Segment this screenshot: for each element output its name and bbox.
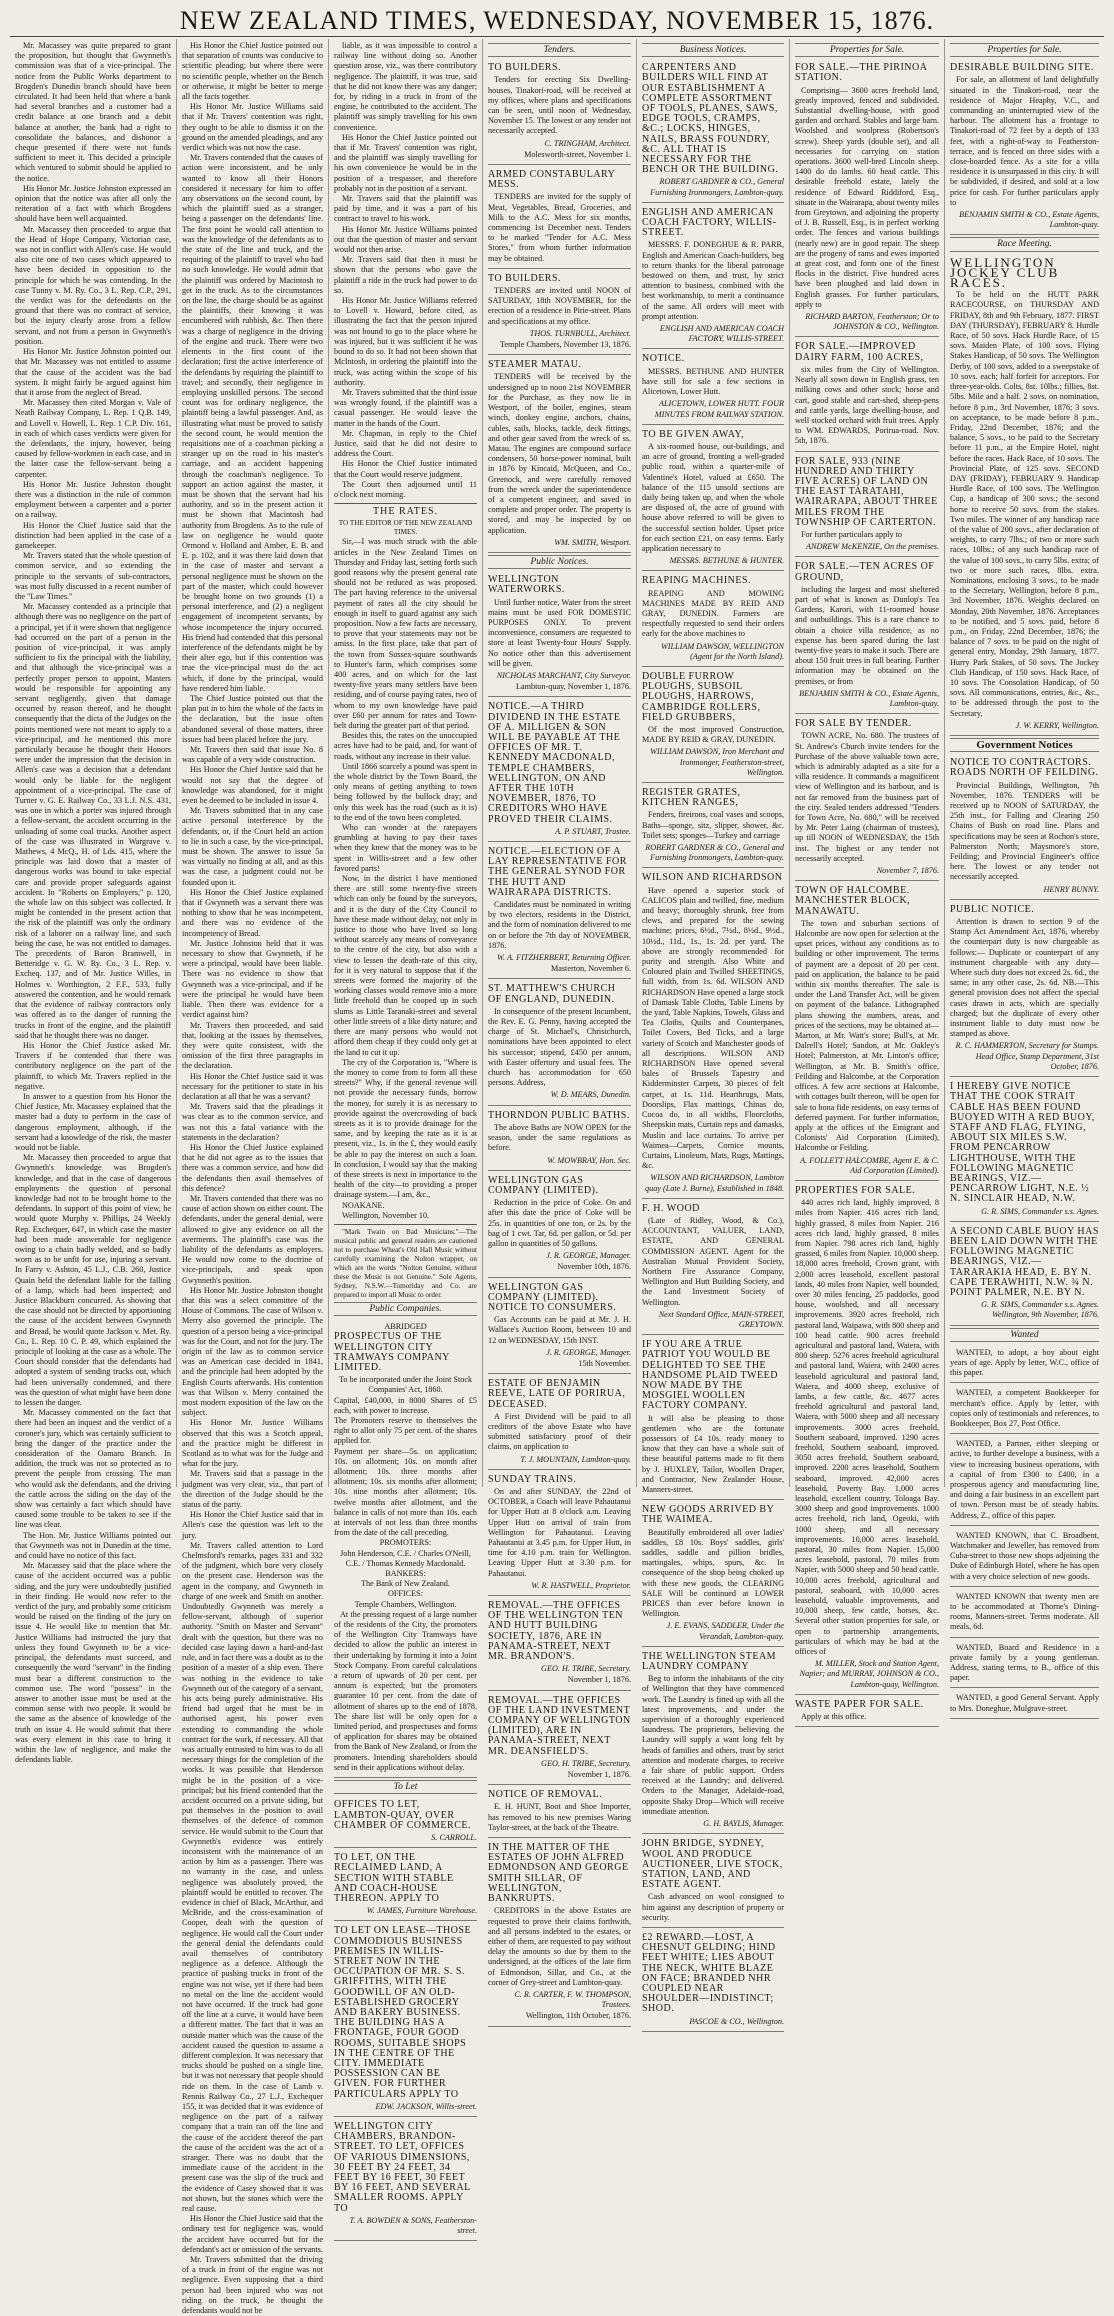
race-meeting-header: Race Meeting. [950,237,1099,251]
ad-body: six miles from the City of Wellington. Nearly all sown down in English grass, ten milking cows and other stock; horse and cart, good stable and cart-shed, sheep-pens and cattle yards, large dwelling-house, and well stocked orchard with fruit trees. Apply to WM. EDWARDS, Porirua-road. Nov. 5th, 1876. [795,364,939,446]
ad-title: WILSON AND RICHARDSON [642,872,783,884]
article-paragraph: The Hon. Mr. Justice Williams pointed out that Gwynneth was not in Dunedin at the time, and could have no notice of this fact. [15,1530,171,1561]
article-paragraph: His Honor the Chief Justice explained that he did not agree as to the issues that there was a common service, and how did the defendants then avail themselves of this defence? [182,1142,323,1193]
columns [10,39,1104,2316]
ad-title: THORNDON PUBLIC BATHS. [488,1109,630,1121]
ad-body: TOWN ACRE, No. 680. The trustees of St. Andrew's Church invite tenders for the Purchase of the above valuable town acre, which is admirably adapted as a site for a villa residence. It commands a magnificent view of Wellington and its harbour, and is not far removed from the business part of the city. Sealed tenders addressed "Tenders for Town Acre, No. 680," will be received by Mr. Peter Laing (chairman of trustees), up till NOON of WEDNESDAY, the 15th inst. The highest or any tender not necessarily accepted. [795,731,939,863]
article-paragraph: In answer to a question from his Honor the Chief Justice, Mr. Macassey explained that the master had a duty to perform in the case of dangerous employment, although, if the servant had a knowledge of the risk, the master would not be liable. [15,1091,171,1152]
prospectus-ad [334,1319,477,1778]
ad-title: NOTICE TO CONTRACTORS. ROADS NORTH OF FEILDING. [950,757,1099,779]
ad-title: TO BE GIVEN AWAY, [642,428,744,440]
article-paragraph: liable, as it was impossible to control a railway line without doing so. Another question arose, viz., was there contributory negligence. The plaintiff, it was true, said that he did not know there was any danger; for, by riding in a truck in front of the engine, he contributed to the accident. The plaintiff was simply travelling for his own convenience. [334,41,477,132]
ad-signature: NICHOLAS MARCHANT, City Surveyor. [496,670,631,680]
properties-header-2: Properties for Sale. [950,43,1099,57]
wanted-text: WANTED KNOWN, that C. Broadbent, Watchmaker and Jeweller, has removed from Cuba-street to those new shops adjoining the Duke of Edinburgh Hotel, where he has open with a very choice selection of new goods. [950,1530,1099,1581]
ad-body: Gas Accounts can be paid at Mr. J. H. Wallace's Auction Room, between 10 and 12 on WEDNESDAY, 15th INST. [488,1315,631,1345]
ad-title: TO BUILDERS. [488,62,562,74]
public-notices-header: Public Notices. [488,555,631,569]
ad-signature: T. A. BOWDEN & SONS, Featherston-street. [349,2215,477,2236]
ad-title: I HEREBY GIVE NOTICE THAT THE COOK STRAIT CABLE HAS BEEN FOUND BUOYED WITH A RED BUOY, STAFF AND FLAG, FLYING, ABOUT SIX MILES S.W. FROM PENCARROW LIGHTHOUSE, WITH THE FOLLOWING MAGNETIC BEARINGS, VIZ.— PENCARROW LIGHT, N.E. ½ N. SINCLAIR HEAD, N.W. [950,1081,1095,1205]
article-paragraph: Until 1866 scarcely a pound was spent in the whole district by the Town Board, the only means of getting anything to town being followed by the bullock dray; and only this week has the road (such as it is) to the end of the town been completed. [334,761,477,822]
ad-signature: ENGLISH AND AMERICAN COACH FACTORY, WILLIS-STREET. [659,324,784,344]
prospectus-capital: Capital, £40,000, in 8000 Shares of £5 each, with power to increase. [334,1395,477,1415]
advertisement [488,572,631,697]
ad-body: (Late of Ridley, Wood, & Co.), ACCOUNTANT, VALUER, LAND, ESTATE, AND GENERAL COMMISSION AGENT. Agent for the Australian Mutual Provident Society, Northern Fire Assurance Company, Wellington and Hutt Building Society, and the Land Investment Society of Wellington. [642,1215,784,1307]
advertisement [488,1376,631,1470]
article-paragraph: His Honor the Chief Justice intimated that the Court would reserve judgment. [334,459,477,479]
mark-twain-notice: "Mark Twain on Bad Musicians."—The musical public and general readers are cautioned not to purchase Wheat's Old Hall Music without carefully examining the Nolton wrapper, on which are the words "Nolton Genuine, without these the Music is not Genuine." Sole Agents, Sydney, N.S.W.—Tomoriday and Co. are prepared to import all Music to order. [334,1227,477,1299]
wanted-text: WANTED, a Partner, either sleeping or active, to further develope a business, with a view to increasing business operations, with a capital of from £300 to £400, in a prosperous agency and manufacturing line, and doing a fair business in an excellent part of town. Person must be of steady habits. Address, Z., office of this paper. [950,1439,1099,1520]
ad-title: DESIRABLE BUILDING SITE. [950,62,1094,74]
advertisement [488,1787,631,1838]
article-paragraph: His Honor Mr. Justice Johnston pointed out that Mr. Macassey was not entitled to assume that the cause of the accident was the bad system. It might fairly be argued against him that it arose from the neglect of Bread. [15,347,171,397]
article-paragraph: Mr. Macassey commented on the fact that there had been an inquest and the verdict of a coroner's jury, which was certainly sufficient to bring the danger of the practice under the consideration of the Oamaru Branch. In addition, the truck was not so protected as to prevent the people from crossing. The man who would ask the defendants, and the driving the cattle across the siding on the day of the show was certainly a fact which should have caused some trouble to be taken to see if the line was clear. [15,1408,171,1530]
article-paragraph: Mr. Macassey then proceeded to argue that the Head of Hope Company, Victorian case, was not in conflict with Allen's case. He would also cite one of two cases which appeared to have been decided in opposition to the principle for which he was contending. In the case Tunny v. M. Ry. Co., 3 L. Rep. C.P., 291, the verdict was for the defendants on the ground that there was no contract of service, but the injury clearly arose from a fellow servant, and not from a person in Gwynneth's position. [15,224,171,346]
advertisement [950,755,1099,900]
ad-body: MESSRS. BETHUNE AND HUNTER have still for sale a few sections in Alicetown, Lower Hutt. [642,366,784,397]
ad-signature: W. A. FITZHERBERT, Returning Officer. [496,953,631,963]
ad-title: FOR SALE, 933 (NINE HUNDRED AND THIRTY FIVE ACRES) OF LAND ON THE EAST TARATAHI, WAIRARAPA, ABOUT THREE MILES FROM THE TOWNSHIP OF CARTERTON. [795,455,938,528]
ad-title: FOR SALE.—IMPROVED DAIRY FARM, 100 ACRES, [795,341,924,363]
advertisement [642,1836,784,1928]
prospectus-offices-title: OFFICES: [387,1589,424,1599]
ad-signature: WM. SMITH, Westport. [554,537,631,547]
prospectus-bankers-title: BANKERS: [385,1569,426,1579]
ad-signature: THOS. TURNBULL, Architect. [529,328,631,338]
ad-title: NOTICE. [642,353,685,365]
ad-signature: GEO. H. TRIBE, Secretary. [541,1758,631,1768]
ad-body: TENDERS will be received by the undersigned up to noon 21st NOVEMBER for the Purchase, as they now lie in Westport, of the boiler, engines, steam winch, donkey engine, anchors, chains, cables, sails, blocks, tackle, deck fittings, and other gear saved from the wreck of ss. Matau. The engines are compound surface condensers, 50 horse-power nominal, built in 1876 by Kincaid, McQueen, and Co., Greenock, and were carefully removed from the wreck under the superintendence of a competent engineer, and saved in complete and proper order. The property is stored, and may be inspected by on application. [488,372,631,535]
ad-title: PROPERTIES FOR SALE. [795,1184,916,1196]
article-paragraph: Wellington, November 10. [342,1210,430,1220]
column-5 [637,39,790,2026]
article-paragraph: His Honor Mr. Justice Williams referred to Lovell v. Howard, before cited, as illustrating the fact that the person injured was not bound to go to the place where he was injured, but it was sufficient if he was bound to do so. It had not been shown that McIntosh, in ordering the plaintiff into the truck, was acting within the scope of his authority. [334,296,477,387]
advertisement [642,669,784,783]
race-signature: J. W. KERRY, Wellington. [1015,720,1099,730]
ad-signature: A. P. STUART, Trustee. [555,826,631,836]
ad-title: WASTE PAPER FOR SALE. [795,1698,924,1710]
divider [334,503,477,504]
advertisement [795,339,939,451]
race-ad [950,255,1099,736]
advertisement [488,167,631,269]
article-paragraph: Mr. Travers then proceeded, and said that, looking at the issues by themselves, they were quite consistent, with the omission of the first three paragraphs in the declaration. [182,1020,323,1071]
prospectus-promoter-names: John Henderson, C.E. / Charles O'Neill, C.E. / Thomas Kennedy Macdonald. [340,1548,471,1568]
ad-title: PUBLIC NOTICE. [950,903,1035,915]
prospectus-offices: Temple Chambers, Wellington. [354,1599,457,1609]
ad-title: REMOVAL.—THE OFFICES OF THE WELLINGTON TEN AND HUTT BUILDING SOCIETY, 1876, ARE IN PANAMA-STREET, NEXT MR. BRANDON'S. [488,1600,624,1663]
article-paragraph: Mr. Travers then said that issue No. 8 was capable of a very wide construction. [182,745,323,765]
ad-body: Attention is drawn to section 9 of the Stamp Act Amendment Act, 1876, whereby the counterpart duty is now chargeable as follows:— Duplicate or counterpart of any instrument chargeable with any duty— Where such duty does not exceed 2s. 6d., the same; in any other case, 2s. 6d. NB.—This general provision does not affect the special cases drawn in acts, which are specially charged; but the duplicate of every other instrument liable to duty must now be stamped as above. [950,917,1099,1039]
ad-dateline: Masterton, November 6. [550,964,631,974]
ad-dateline: Temple Chambers, November 13, 1876. [499,340,631,350]
article-paragraph: The cry of the Corporation is, "Where is the money to come from to form all these streets?" Why, if the general revenue will not provide the necessary funds, borrow the money, for surely it is as necessary to provide against the overcrowding of back streets as it is to provide drainage for the same, and by keeping the rate as it is at present, viz., 1s. in the £, they would easily be able to pay the interest on such a loan. In conclusion, I would say that the making of these streets is next in importance to the health of the city—to providing a proper drainage system.—I am, &c., [334,1057,477,1200]
ad-body: CREDITORS in the above Estates are requested to prove their claims forthwith, and all persons indebted to the estates, or either of them, are requested to pay without delay the amounts so due by them to the undersigned, at the offices of the late firm of Edmondson, Sillar, and Co., at the corner of Grey-street and Lambton-quay. [488,1906,631,1987]
ad-title: DOUBLE FURROW PLOUGHS, SUBSOIL PLOUGHS, HARROWS, CAMBRIDGE ROLLERS, FIELD GRUBBERS, [642,670,761,723]
ad-title: ARMED CONSTABULARY MESS. [488,169,616,191]
ad-body: Beautifully embroidered all over ladies' saddles, £8 10s. Boys' saddles, girls' saddles, saddle and pillion bridles, martingales, whips, spurs, &c. In consequence of the shop being choked up with these new goods, the CLEARING SALE Will be continued at LOWER PRICES than ever before known in Wellington. [642,1527,784,1619]
article-paragraph: His Honor the Chief Justice pointed out that if Mr. Travers' contention was right, and the plaintiff was simply travelling for his own convenience he would be in the position of a trespasser, and therefore probably not in the position of a servant. [334,132,477,193]
to-let-header: To Let [334,1780,477,1794]
ad-body: On and after SUNDAY, the 22nd of OCTOBER, a Coach will leave Pahautanui for Upper Hutt at 8 o'clock a.m. Leaving Upper Hutt on arrival of train from Wellington for Pahautanui. Leaving Pahautanui at 3.45 p.m. for Upper Hutt, in time for 4.10 p.m. train for Wellington. Leaving Upper Hutt at 3.30 p.m. for Pahautanui. [488,1486,631,1578]
ad-body: Provincial Buildings, Wellington, 7th November, 1876. TENDERS will be received up to NOON of SATURDAY, the 25th inst., for Falling and Clearing 250 Chains of Bush on road line. Plans and specifications may be seen at Rochon's store, Palmerston North; Maysmore's store, Feilding; and Provincial Engineer's office here. The lowest or any tender not necessarily accepted. [950,780,1099,882]
ad-dateline: Wellington, 11th October, 1876. [525,2011,631,2021]
advertisement [488,1173,631,1278]
ad-signature: November 7, 1876. [876,866,939,876]
ad-title: FOR SALE.—THE PIRINOA STATION. [795,62,927,84]
prospectus-provisional-title: PROMOTERS: [379,1538,432,1548]
advertisement [795,883,939,1181]
ad-title: WELLINGTON GAS COMPANY (LIMITED). [488,1174,599,1196]
advertisement [488,271,631,355]
wanted-text: WANTED, a good General Servant. Apply to Mrs. Doneghue, Mulgrave-street. [950,1693,1099,1713]
wanted-ad [950,1345,1099,1384]
article-paragraph: His Honor Mr. Justice Williams observed that this was a Scotch appeal, and the practice might be different in Scotland as to what was for the Judge and what for the jury. [182,1418,323,1469]
ad-signature: WILSON AND RICHARDSON, Lambton quay (Late J. Burne), Established in 1848. [645,1173,784,1193]
advertisement [950,1224,1099,1326]
advertisement [795,454,939,558]
advertisement [642,1502,784,1647]
article-paragraph: Mr. Macassey said that the place where the cause of the accident occurred was a public siding, and the jury were undoubtedly justified in their finding. He would now refer to the verdict of the jury, and probably some criticism would be raised on the finding of the jury on issue 4. He would like to mention that Mr. Justice Williams had instructed the jury that unless they found Gwynneth to be a vice-principal, the defendants must succeed, and consequently the word "servant" in the finding must bear a different construction to the common use. The word "possess" in the answer to another issue must be used at the common sense with two people. It would be the same as the absence of knowledge of the truth on issue 4. He would submit that there was every element in this case to bring it within the law of negligence, and make the defendants liable. [15,1561,171,1765]
ad-body: 440 acres rich land, highly improved, 8 miles from Napier. 416 acres rich land, highly grassed, 8 miles from Napier. 216 acres rich land, highly grassed, 8 miles from Napier. 798 acres rich land, highly grassed, 6 miles from Napier. 10,000 sheep. 18,000 acres freehold, Crown grant, with 2,000 acres leasehold, excellent pastoral lands, 40 miles from Napier, well bounded, over 30 miles fencing, 25 paddocks, good house, woolshed, and all necessary improvements. 3920 acres freehold, rich pastoral land, Waipawa, with 800 sheep and 100 head cattle. 900 acres freehold agricultural and pastoral land, Waiera, with 800 sheep. 5276 acres freehold agricultural and pastoral land, Waiera, with 2400 acres leasehold agricultural and pastoral land, Waiera, and 4000 sheep, exclusive of lambs, a few cattle, &c. 4677 acres freehold agricultural and pastoral land, Waiera, with 5000 sheep and all necessary improvements. 3000 acres freehold, Southern seaboard, improved. 1290 acres freehold, Southern seaboard, improved. 3050 acres freehold, Southern seaboard, improved. 2200 acres leasehold, Southern seaboard, improved. 42,000 acres leasehold, Poverty Bay. 1,000 acres leasehold, excellent country, Toloaga Bay. 3000 sheep and good improvements. 1000 acres freehold, rich land, Ogeoki, with 1000 sheep, and all necessary improvements. 10,000 acres leasehold, pastoral, 30 miles from Napier. 15,000 acres leasehold, pastoral, 70 miles from Napier, with 5000 sheep and 50 head cattle. 10,000 acres freehold, agricultural and pastoral, seaboard, with 10,000 acres leasehold, valuable improvements, and 10,000 sheep, few cattle, horses, &c. Several other station properties for sale, or open to partnership arrangements, particulars of which may be had at the offices of [795,1198,939,1657]
ad-body: Have opened a superior stock of CALICOS plain and twilled, fine, medium and heavy; thoroughly shrunk, free from clews, and prepared for the sewing machine; prices, 6½d., 7½d., 8½d., 9½d., 10½d., 11d., 1s., 1s. 2d. per yard. The above are strongly recommended for purity and strength. Also White and Coloured plain and Twilled SHEETINGS, full width, from 1s. 6d. WILSON AND RICHARDSON Have opened a large stock of Damask Table Cloths, Table Linens by the yard, Table Napkins, Towels, Glass and Tea Cloths, Quilts and Counterpanes, Toilet Covers, Bed Ticks, and a large variety of Scotch and Manchester goods of all descriptions. WILSON AND RICHARDSON Have opened several bales of Brussels Tapestry and Kidderminster Carpets, 30 pieces of felt carpet, at 1s. 11d. Hearthrugs, Mats, Doorslips, Flax mattings, Chinas do, Cocoa do, in all widths, Floorcloths, Sheepskin mats, Curtain reps and damasks, Muslin and lace curtains. To arrive per Waimea—Carpets, Cornice mounts, Curtains, Linoleum, Mats, Rugs, Mattings, &c. [642,885,784,1171]
article-paragraph: His Honor the Chief Justice said that in Allen's case the question was left to the jury. [182,1510,323,1540]
ad-signature: W. JAMES, Furniture Warehouse. [366,1906,477,1916]
column-2 [177,39,329,2316]
wanted-ad [950,1528,1099,1587]
article-paragraph: Mr. Travers submitted that the driving of a truck in front of the engine was not negligence. Even supposing that a third person had been injured who was not riding on the truck, he thought the defendants would not be [182,2255,323,2316]
advertisement [795,1183,939,1695]
ad-signature: C. R. CARTER, F. W. THOMPSON, Trustees. [514,1989,631,2010]
advertisement [642,1337,784,1500]
ad-body: It will also be pleasing to those gentlemen who are the fortunate possessors of £4 10s. ready money to know that they can have a whole suit of these beautiful patterns made to fit them by J. HUXLEY, Tailor, Woollen Draper, and Contractor, New Zealander House, Manners-street. [642,1413,784,1494]
advertisement [642,1201,784,1335]
ad-signature: PASCOE & CO., Wellington. [689,2016,784,2026]
ad-title: CARPENTERS AND BUILDERS WILL FIND AT OUR ESTABLISHMENT A COMPLETE ASSORTMENT OF TOOLS, PLANES, SAWS, EDGE TOOLS, CRAMPS, &C.; LOCKS, HINGES, NAILS, BRASS FOUNDRY, &C. ALL THAT IS NECESSARY FOR THE BENCH OR THE BUILDING. [642,62,779,176]
advertisement [642,427,784,572]
article-paragraph: His Honor the Chief Justice asked Mr. Travers if he contended that there was contributory negligence on the part of the plaintiff, to which Mr. Travers replied in the negative. [15,1040,171,1091]
advertisement [334,2119,477,2241]
ad-signature: A. FOLLETT HALCOMBE, Agent E. & C. Aid Corporation (Limited). [800,1155,939,1175]
ad-signature: J. R. GEORGE, Manager. [546,1347,631,1357]
ad-title: STEAMER MATAU. [488,359,582,371]
ad-title: £2 REWARD.—LOST, A CHESNUT GELDING; HIND FEET WHITE; LIES ABOUT THE NECK, WHITE BLAZE ON FACE; BRANDED NHR COUPLED NEAR SHOULDER—INDISTINCT; SHOD. [642,1931,776,2015]
ad-dateline: Molesworth-street, November 1. [524,149,631,159]
article-paragraph: Mr. Macassey then cited Morgan v. Vale of Neath Railway Company, L. Rep. 1 Q.B. 149, and Lovell v. Howell, L. Rep. 1 C.P. Div. 161, in each of which cases verdicts were given for the defendants, the injury, however, being caused by fellow-workmen in each case, and in the latter case the fellow-servant being a carpenter. [15,398,171,479]
ad-body: Beg to inform the inhabitants of the city of Wellington that they have commenced work. The Laundry is fitted up with all the latest improvements, and under the supervision of a thoroughly experienced laundress. The proprietors, believing the Laundry will supply a want long felt by heads of families and others, trust by strict attention and moderate charges, to receive a fair share of public support. Orders received at the Laundry; and delivered. Orders to the Manager, Adelaide-road, opposite Shaky Drop—Which will receive immediate attention. [642,1674,784,1816]
ad-title: WELLINGTON GAS COMPANY (LIMITED). NOTICE TO CONSUMERS. [488,1281,617,1313]
advertisement [795,559,939,714]
prospectus-abridged: ABRIDGED [384,1322,427,1332]
article-paragraph: Mr. Travers said that the plaintiff was paid by time, and it was a part of his contract to travel to his work. [334,194,477,224]
ad-signature: GEO. H. TRIBE, Secretary. [541,1664,631,1674]
article-paragraph: His Honor Mr. Justice Johnston expressed an opinion that the notice was after all only the reiteration of a fact with which Brogdens should have been well acquainted. [15,183,171,224]
ad-title: REMOVAL.—THE OFFICES OF THE LAND INVESTMENT COMPANY OF WELLINGTON (LIMITED), ARE IN PANAMA-STREET, NEXT MR. DEANSFIELD'S. [488,1694,631,1757]
advertisement [488,60,631,165]
ad-body: The above Baths are NOW OPEN for the season, under the same regulations as before. [488,1122,631,1153]
ad-dateline: November 1, 1876. [567,1675,631,1685]
properties-header: Properties for Sale. [795,43,939,57]
article-paragraph: Mr. Chapman, in reply to the Chief Justice, said that he did not desire to address the Court. [334,428,477,459]
ad-signature: HENRY BUNNY. [1043,884,1099,894]
ad-title: NOTICE.—ELECTION OF A LAY REPRESENTATIVE FOR THE GENERAL SYNOD FOR THE HUTT AND WAIRARAPA DISTRICTS. [488,846,627,898]
article-paragraph: His Honor the Chief Justice said it was necessary for the petitioner to state in his declaration at all that he was a servant? [182,1071,323,1101]
prospectus-heading: PROSPECTUS OF THE WELLINGTON CITY TRAMWAYS COMPANY LIMITED. [334,1331,450,1373]
wanted-ad [950,1436,1099,1526]
ad-title: NOTICE OF REMOVAL. [488,1789,603,1801]
ad-title: THE WELLINGTON STEAM LAUNDRY COMPANY [642,1650,777,1673]
ad-title: ENGLISH AND AMERICAN COACH FACTORY, WILLIS-STREET. [642,206,777,239]
advertisement [642,60,784,203]
wanted-header: Wanted [950,1328,1099,1342]
ad-body: including the largest and most sheltered part of what is known as Dunlop's Tea Gardens, Karori, with 11-roomed house and outbuildings. This is a rare chance to obtain a choice villa residence, as no expense has been spared during the last twenty-five years to make it such. There are about 150 fruit trees in full bearing. Further information may be obtained on the premises, or from [795,584,939,686]
advertisement [950,60,1099,235]
ad-body: TENDERS are invited until NOON of SATURDAY, 18th NOVEMBER, for the erection of a residence in Pirie-street. Plans and specifications at my office. [488,286,631,326]
advertisement [334,1850,477,1921]
article-paragraph: His Honor Mr. Justice Johnston thought there was a distinction in the rule of common employment between a carpenter and a porter on a railway. [15,479,171,520]
advertisement [642,573,784,667]
ad-body: Until further notice, Water from the street mains must be used FOR DOMESTIC PURPOSES ONLY. To prevent inconvenience, consumers are requested to store at least Twenty-four Hours' Supply. No notice other than this advertisement will be given. [488,597,631,668]
advertisement [795,716,939,881]
race-body: To be held on the HUTT PARK RACECOURSE, on THURSDAY AND FRIDAY, 8th and 9th February, 1877. FIRST DAY (THURSDAY), FEBRUARY 8. Hurdle Race, of 50 sovs. Hack Hurdle Race, of 15 sovs. Maiden Plate, of 100 sovs. Flying Stakes Handicap, of 50 sovs. The Wellington Derby, of 100 sovs, added to a sweepstake of 10 sovs. each; half forfeit for acceptors. For three-year-olds. Colts, 8st. 10lbs.; fillies, 8st. 5lbs. Mile and a half. 2 sovs. on nomination, before 8 p.m., 3rd November, 1876; 3 sovs. on acceptance, to be made before 8 p.m., Friday, 22nd December, 1876; and the balance, 5 sovs., to be paid to the Secretary before 11 p.m., at the Empire Hotel, night before the races. Hack Race, of 10 sovs. The Provincial Plate, of 125 sovs. SECOND DAY (FRIDAY), FEBRUARY 9. Handicap Hurdle Race, of 100 sovs. The Wellington Cup, a handicap of 300 sovs.; the second horse to receive 50 sovs. from the stakes. Two miles. The winner of any handicap race of the value of 200 sovs., after declaration of weights, to carry 7lbs.; of two or more such races, 10lbs.; of any such handicap race of the value of 100 sovs., to carry 5lbs. extra; of two or more such races, 8lbs. extra. Nominations, enclosing 3 sovs., to be made to the Secretary, Wellington, before 8 p.m., 3rd November, 1876. Weights declared on Monday, 20th November, 1876. Acceptances to be notified, and 5 sovs. paid, before 8 p.m., on Friday, 22nd December, 1876; the balance of 7 sovs. to be paid on the night of general entry, Monday, 29th January, 1877. Hurry Park Stakes, of 50 sovs. The Jockey Club Handicap, of 150 sovs. Hack Race, of 10 sovs. The Consolation Handicap, of 50 sovs. All communications, entries, &c., &c., to be addressed through the post to the Secretary, [950,290,1099,718]
article-paragraph: His Honor Mr. Justice Johnston thought that this was a select committee of the House of Commons. The case of Wilson v. Merry also governed the principle. The question of a person being a vice-principal was for the Court, and not for the jury. The origin of the law as to common service was an American case decided in 1841, and the principle had been adopted by the English Courts afterwards. His contention was that Wilson v. Merry contained the most modern exposition of the law on the subject. [182,1285,323,1418]
ad-body: The town and suburban sections of Halcombe are now open for selection at the upset prices, without any conditions as to building or other improvement. The terms of payment are a deposit of 20 per cent. paid on application, the balance to be paid within six months thereafter. The sale is under the Land Transfer Act, will be given on payment of the balance. Lithographed plans showing the numbers, areas, and prices of the sections, may be obtained at— Marton, at Mr. Watt's store; Bull's, at Mr. Dalrell's Hotel; Sandon, at Mr. Oakley's Hotel; Palmerston, at Mr. Linton's office; Wellington, at Mr. B. Smith's office, Feilding and Halcombe, at the Corporation offices. A few acre sections at Halcombe, with cottages built thereon, will be open for sale to bona fide residents, on easy terms of deferred payment. For further information, apply at the offices of the Emigrant and Colonists' Aid Corporation (Limited), Halcombe or Feilding. [795,918,939,1153]
article-paragraph: His Honor Mr. Justice Williams said that if Mr. Travers' contention was right, they ought to be able to dismiss it on the ground on the amended pleadings, and any verdict which was not now the case. [182,102,323,153]
ad-body: Fenders, fireirons, coal vases and scoops, Baths—sponge, sitz, slipper, shower, &c. Toilet sets; sponges—Turkey and carriage [642,810,784,840]
article-paragraph: Mr. Travers said that then it must be shown that the persons who gave the plaintiff a ride in the truck had power to do so. [334,255,477,295]
article-paragraph: Mr. Travers stated that the whole question of common service, and so extending the principle to the servants of sub-contractors, was most fully discussed in a recent number of the "Law Times." [15,551,171,601]
advertisement [488,981,631,1105]
government-notices-header: Government Notices [950,738,1099,752]
advertisement [488,1280,631,1375]
rates-title: THE RATES. [373,506,438,518]
ad-title: TO LET ON LEASE—THOSE COMMODIOUS BUSINESS PREMISES IN WILLIS-STREET NOW IN THE OCCUPATION OF MR. S. S. GRIFFITHS, WITH THE GOODWILL OF AN OLD-ESTABLISHED GROCERY AND BAKERY BUSINESS. THE BUILDING HAS A FRONTAGE, FOUR GOOD ROOMS, SUITABLE SHOPS IN THE CENTRE OF THE CITY. IMMEDIATE POSSESSION CAN BE GIVEN. FOR FURTHER PARTICULARS APPLY TO [334,1925,472,2100]
advertisement [488,1840,631,2026]
ad-signature: ROBERT GARDNER & CO., General Furnishing Ironmongers, Lambton-quay. [650,177,784,197]
prospectus-text: At the pressing request of a large number of the residents of the City, the promoters of the Wellington City Tramways have decided to allow the public an interest in their undertaking by forming it into a Joint Stock Company. From careful calculations a return of upwards of 20 per cent. per annum is expected; but the promoters guarantee 10 per cent. from the date of allotment of shares up to the end of 1878. The share list will be only open for a limited period, and prospectuses and forms of application for shares may be obtained from the Bank of New Zealand, or from the promoters. Intending shareholders should send in their applications without delay. [334,1609,478,1772]
wanted-text: WANTED, a competent Bookkeeper for merchant's office. Apply by letter, with copies only of testimonials and references, to Bookkeeper, Box 27, Post Office. [950,1388,1099,1428]
advertisement [642,1930,784,2032]
ad-body: TENDERS are invited for the supply of Meat, Vegetables, Bread, Groceries, and Milk to the A.C. Mess for six months, commencing 1st December next. Tenders to be marked "Tender for A.C. Mess Stores," from whom further information may be obtained. [488,192,631,263]
ad-dateline: 15th November. [578,1358,631,1368]
wanted-ad [950,1385,1099,1434]
ad-body: MESSRS. F. DONEGHUE & R. PARR, English and American Coach-builders, beg to return thanks for the liberal patronage bestowed on them, and trust, by strict attention to business, combined with the best workmanship, to merit a continuance of the same. All orders will meet with prompt attention. [642,240,784,321]
ad-title: JOHN BRIDGE, SYDNEY, WOOL AND PRODUCE AUCTIONEER, LIVE STOCK, STATION, LAND, AND ESTATE AGENT. [642,1838,783,1891]
column-7 [945,39,1104,1713]
ad-body: REAPING AND MOWING MACHINES MADE BY REID AND GRAY, DUNEDIN. Farmers are respectfully requested to send their orders early for the above machines to [642,588,784,639]
ad-signature: WILLIAM DAWSON, WELLINGTON (Agent for the North Island). [660,641,784,661]
ad-body: For sale, an allotment of land delightfully situated in the Tinakori-road, near the residence of Major Heaphy, V.C., and commanding an uninterrupted view of the harbour. The allotment has a frontage to Tinakori-road of 72 feet by a depth of 133 feet, with a right-of-way to Featherston-terrace, and is fenced on three sides with a close-boarded fence. As a site for a villa residence it is unsurpassed in this city. It will be subdivided, if desired, and sold at a low price for cash. For further particulars apply to [950,75,1099,207]
ad-signature: W. D. MEARS, Dunedin. [550,1090,631,1100]
ad-title: TO LET, ON THE RECLAIMED LAND, A SECTION WITH STABLE AND COACH-HOUSE THEREON. APPLY TO [334,1852,454,1904]
ad-body: Candidates must be nominated in writing by two electors, residents in the District, and the form of nomination delivered to me on or before the 7th day of NOVEMBER, 1876. [488,900,632,950]
advertisement [334,1797,477,1848]
ad-title: TO BUILDERS. [488,272,562,284]
advertisement [488,699,631,842]
advertisement [334,1923,477,2117]
ad-signature: RICHARD BARTON, Featherston; Or to JOHNSTON & CO., Wellington. [805,312,939,332]
article-paragraph: Mr. Travers contended that there was no cause of action shown on either count. The defendants, under the general denial, were allowed to give any evidence on all the averments. The plaintiff's case was the liability of the defendants as employers. He would now come to the doctrine of vice-principals, and speak upon Gwynneth's position. [182,1193,323,1285]
ad-body: Cash advanced on wool consigned to him against any description of property or security. [642,1892,784,1922]
ad-body: Of the most improved Construction, MADE BY REID & GRAY, DUNEDIN. [642,724,784,745]
ad-signature: M. MILLER, Stock and Station Agent, Napier; and MURRAY, JOHNSON & CO., Lambton-quay, Wellington. [799,1659,939,1689]
business-notices-header: Business Notices. [642,43,784,57]
article-paragraph: Mr. Travers said that the pleadings it was clear as to the common service, and was not this a fatal variance with the statements in the declaration? [182,1102,323,1142]
ad-title: ESTATE OF BENJAMIN REEVE, LATE OF PORIRUA, DECEASED. [488,1378,626,1410]
wanted-ad [950,1690,1099,1718]
wanted-text: WANTED KNOWN that twenty men are to be accommodated at Thorne's Dining-rooms, Manners-street. Terms moderate. All meals, 6d. [950,1591,1099,1632]
ad-signature: ROBERT GARDNER & CO., General and Furnishing Ironmongers, Lambton-quay. [645,843,784,863]
column-6 [790,39,945,1722]
divider [334,1224,477,1225]
article-paragraph: His Honor the Chief Justice pointed out that separation of counts was conducive to scientific pleading; but where there were no scientific people, whether on the Bench or otherwise, it might be better to merge all the facts together. [182,41,323,102]
ad-signature: EDW. JACKSON, Willis-street. [375,2101,477,2111]
ad-title: REAPING MACHINES. [642,575,752,587]
race-title: WELLINGTON JOCKEY CLUB RACES. [950,254,1060,291]
advertisement [488,1472,631,1596]
ad-body: E. H. HUNT, Boot and Shoe Importer, has removed to his new premises Waring Taylor-street, at the back of the Theatre. [488,1802,631,1832]
article-paragraph: The Court then adjourned until 11 o'clock next morning. [334,479,477,499]
ad-signature: WILLIAM DAWSON, Iron Merchant and Ironmonger, Featherston-street, Wellington. [650,747,784,777]
advertisement [795,1697,939,1727]
article-paragraph: Mr. Macassey then proceeded to argue that Gwynneth's knowledge was Brogden's knowledge, and that in the case of dangerous employments the question of personal knowledge had not to be brought home to the defendants. In support of this point of view, he would quote Murphy v. Phillips, 24 Weekly Rep. Exchequer, 647, in which case the master had been made answerable for negligence owing to a chain badly welded, and so badly worn as to be unfit for use, injuring a servant. In Farry v. Ashton, 45 L.J., C.B. 260, Justice Quain held the defendant liable for the falling of a lamp, which had been inspected; and Justice Blackburn concurred. As showing that the case should not be directed by apportioning the cause of the accident between Gwynneth and Bread, he would quote Jackson v. Met. Ry. Co., L. Rep. 10 C. P. 49, which explained the principle of looking at the case as a whole. The Court should consider that the defendants had adopted a system of sending trucks out, which had been universally condemned, and there was the question of what might have been done to lessen the danger. [15,1153,171,1408]
ad-body: In consequence of the present Incumbent, the Rev. E. G. Penny, having accepted the charge of St. Michael's, Christchurch, nominations have been appointed to elect his successor; stipend, £450 per annum, with Easter offertory and usual fees. The church has accommodation for 650 persons. Address, [488,1006,631,1088]
ad-title: FOR SALE.—TEN ACRES OF GROUND, [795,561,935,583]
ad-title: OFFICES TO LET, LAMBTON-QUAY, OVER CHAMBER OF COMMERCE. [334,1799,471,1831]
ad-title: REGISTER GRATES, KITCHEN RANGES, [642,787,741,809]
article-paragraph: His Honor Mr. Justice Williams pointed out that the question of master and servant would not then arise. [334,224,477,255]
ad-signature: MESSRS. BETHUNE & HUNTER. [669,556,784,566]
wanted-ad [950,1589,1099,1638]
ad-body: For further particulars apply to [801,529,902,539]
wanted-text: WANTED, to adopt, a boy about eight years of age. Apply by letter, W.C., office of this paper. [950,1347,1099,1378]
column-1 [10,39,177,1765]
wanted-ad [950,1640,1099,1689]
ad-body: Comprising— 3600 acres freehold land, greatly improved, fenced and subdivided. Substantial dwelling-house, with good garden and orchard. Stables and large barn. Woolshed and woolpress (Robertson's screw). Sheep yards (double set), and all necessaries for carrying on station operations. 3600 well-bred Lincoln sheep. 1400 do do lambs. 60 head cattle. This desirable freehold estate, lately the residence of Edward Riddiford, Esq., situate in the Wairarapa, about twenty miles from Greytown, and adjoining the property of J. B. Russell, Esq., is in perfect working order. The fences and various buildings (nearly new) are in good repair. The sheep are the progeny of rams and ewes imported at great cost, and form one of the finest flocks in the district. Five hundred acres have been ploughed and laid down in English grasses. For further particulars, apply to [795,85,939,309]
advertisement [950,1079,1099,1222]
ad-title: TOWN OF HALCOMBE. MANCHESTER BLOCK, MANAWATU. [795,885,911,917]
prospectus-promoters: The Promoters reserve to themselves the right to allot only 75 per cent. of the shares applied for. [334,1415,477,1446]
ad-dateline: November 1, 1876. [567,1770,631,1780]
public-companies-header: Public Companies. [334,1302,477,1316]
advertisement [795,60,939,337]
ad-signature: BENJAMIN SMITH & CO., Estate Agents, Lambton-quay. [959,210,1099,230]
ad-title: NOTICE.—A THIRD DIVIDEND IN THE ESTATE OF A. MILLIGEN & SON WILL BE PAYABLE AT THE OFFICES OF MR. T. KENNEDY MACDONALD, TEMPLE CHAMBERS, WELLINGTON, ON AND AFTER THE 10TH NOVEMBER, 1876, TO CREDITORS WHO HAVE PROVED THEIR CLAIMS. [488,701,621,825]
ad-title: ST. MATTHEW'S CHURCH OF ENGLAND, DUNEDIN. [488,983,616,1005]
article-paragraph: The Chief Justice pointed out that the plan put in to him the whole of the facts in the declaration, but the issue often abandoned several of those matters, three issues had been placed before the jury. [182,694,323,744]
advertisement [488,844,631,979]
article-paragraph: Mr. Travers said that a passage in the judgment was very clear, viz., that part of the direction of the Judge should be the status of the party. [182,1469,323,1510]
article-paragraph: Mr. Travers called attention to Lord Chelmsford's remarks, pages 331 and 332 of the judgment, which bore very closely on the present case. Henderson was the agent in the company, and Gwynneth in charge of one week and Smith on another. Undoubtedly Gwynneth was merely a fellow-servant, although of superior authority. "Smith on Master and Servant" dealt with the question, but there was no decided case laying down a hard-and-fast rule, and in fact there was a doubt as to the position of a master of a ship even. There was nothing in the evidence to take Gwynneth out of the category of a servant, his acts being purely administrative. His friend had urged that he must be in authorised agent, his power even extending to commanding the whole contract for the work, if necessary. All that was actually entrusted to him was to do all necessary things for the completion of the works. It was possible that Henderson might be in the position of a vice-principal; but his friend contended that the accident occurred on a private siding, but put themselves in the position to avail themselves of the defence of common service. He would submit to the Court that Gwynneth's evidence was entirely inconsistent with the maintenance of an action by him as a passenger. There was no warranty in the case, and unless negligence was absolutely proved, the plaintiff would be entitled to recover. The evidence in chief of Black, McArthur, and McBride, and the cross-examination of Cooper, dealt with the question of negligence. He would call the Court under the general denial the defendants could avail themselves of contributory negligence as a defence. Although the practice of pushing trucks in front of the engine was not wise, yet if there had been no metal on the line the accident would not have occurred. If the truck had gone off the line at a curve, it would have been a different matter. The fact that it was an outside matter which was the cause of the accident caused the question to assume a different complexion. It was necessary that trucks should be pushed on a single line, but it was not necessary that people should ride on them. In the case of Lamb v. Rennis Railway Co., 27 L.J., Exchequer 155, it was decided that it was evidence of negligence on the part of a railway company that a train ran off the line and the cause of the accident thereof the part the cause of the accident was the act of a stranger. There was no doubt that the immediate cause of the accident in the present case was the slip of the truck and the evidence of Casey showed that it was not shown, but the stones which were the real cause. [182,1540,323,2214]
advertisement [488,1108,631,1171]
article-paragraph: Sir,—I was much struck with the able articles in the New Zealand Times on Thursday and Friday last, setting forth such good reasons why the present general rate should not be reduced as was proposed. The part having reference to the universal payment of rates all the city should be enough in itself to guard against any such proposition. Now a few facts are necessary, to prove that your statements may not be amiss. In the first place, take that part of the town from Sussex-square southwards to Hunter's farm, which comprises some 400 acres, and on which for the last twenty-five years many settlers have been residing, and of course paying rates, two of whom to my own knowledge have paid over £60 per annum for rates and Town-belt during the greater part of that period. [334,537,477,730]
article-paragraph: Mr. Travers contended that the causes of action were inconsistent, and he only wanted to know all their Honors considered it necessary for him to offer any observations on the second count, by which the plaintiff sued as a stranger, being a passenger on the defendants' line. The first point he would call attention to was the knowledge of the defendants as to the state of the line and truck, and the requiring of the plaintiff to travel who had no such knowledge. He would admit that the plaintiff was ordered by Macintosh to get in the truck. As to the circumstances on the line, the charge should be as against the plaintiffs, their knowing it was encumbered with rubbish, &c. Then there was a charge of negligence in the driving of the engine and truck. There were two elements in the first count of the declaration; first the active interference of the defendants by requiring the plaintiff to travel; and secondly, their negligence in employing unskilled persons. The second count was for ordinary negligence, the plaintiff being a lawful passenger. And, as illustrating what must be proved to satisfy the second count, he would mention the requisitions one of a coachman picking a stranger up on the road in his master's carriage, and an accident happening through the coachman's negligence. To support an action against the master, it must be shown that the servant had his authority, and so in the present action it must be shown that Macintosh had authority from Brogdens. As to the rule of law on negligence he would quote Ormond v. Holland and Amber, E. B. and E. p. 102, and it was there laid down that in the case of master and servant a personal negligence must be shown on the part of the master, which could however be brought home on two grounds (1) a personal interference, and (2) a negligent engagement of incompetent servants, by whose incompetence the injury occurred. His friend had contended that this personal interference of the defendants might be by their alter ego, but if this contention was true the vice-principal must do the act which, if done by the principal, would have rendered him liable. [182,153,323,693]
ad-signature: W. R. HASTWELL, Proprietor. [531,1580,631,1590]
ad-signature: ALICETOWN, LOWER HUTT. FOUR MINUTES FROM RAILWAY STATION. [654,399,784,419]
ad-title: IF YOU ARE A TRUE PATRIOT YOU WOULD BE DELIGHTED TO SEE THE HANDSOME PLAID TWEED NOW MADE BY THE MOSGIEL WOOLLEN FACTORY COMPANY. [642,1339,778,1412]
ad-body: A First Dividend will be paid to all creditors of the above Estate who have submitted satisfactory proof of their claims, on application to [488,1411,631,1452]
article-paragraph: Now, in the district I have mentioned there are still some twenty-five streets which can only be found by the surveyors, and it is the duty of the City Council to have these made without delay, not only in justice to those who have lived so long without scarcely any means of conveyance to the centre of the city, but also with a view to lessen the death-rate of this city, for it is very natural to suppose that if the streets were formed the majority of the working classes would remove into a more little freehold than be cooped up in such slums as Little Taranaki-street and several other little streets of a like dirty nature; and there are many persons who would not afford them cheap if they could only get at the land to cut it up. [334,874,477,1057]
ad-signature: W. MOWBRAY, Hon. Sec. [547,1155,631,1165]
ad-title: A SECOND CABLE BUOY HAS BEEN LAID DOWN WITH THE FOLLOWING MAGNETIC BEARINGS, VIZ.— TARARAKIA HEAD, E. BY N. CAPE TERAWHITI, N.W. ¾ N. POINT PALMER, N.E. BY N. [950,1225,1099,1298]
ad-dateline: November 10th, 1876. [557,1262,631,1272]
ad-signature: G. H. BAYLIS, Manager. [703,1819,784,1829]
ad-body: Tenders for erecting Six Dwelling-houses, Tinakori-road, will be received at my offices, where plans and specifications can be seen, until noon of Wednesday, November 15. The lowest or any tender not necessarily accepted. [488,75,631,136]
ad-signature: ANDREW McKENZIE, On the premises. [806,542,939,552]
advertisement [642,351,784,424]
advertisement [488,1598,631,1691]
article-paragraph: His Honor the Chief Justice explained that if Gwynneth was a servant there was nothing to show that he was incompetent, and there was no evidence of the incompetency of Bread. [182,887,323,938]
column-3 [329,39,483,2236]
rates-to-editor: TO THE EDITOR OF THE NEW ZEALAND TIMES. [338,519,473,537]
column-4 [483,39,637,2021]
ad-signature: G. R. SIMS, Commander s.s. Agnes. Wellington, 9th November, 1876. [981,1300,1099,1320]
prospectus-body: To be incorporated under the Joint Stock Companies' Act, 1860. [338,1375,473,1395]
ad-title: WELLINGTON WATERWORKS. [488,574,565,596]
advertisement [642,1649,784,1834]
advertisement [642,785,784,868]
article-paragraph: Who can wonder at the ratepayers grumbling at having to pay their taxes when they knew that the money was to be spent in Willis-street and a few other favored parts! [334,823,477,873]
ad-signature: T. J. MOUNTAIN, Lambton-quay. [520,1454,631,1464]
masthead-title: NEW ZEALAND TIMES, WEDNESDAY, NOVEMBER 15, 1876. [10,6,1104,37]
tenders-header: Tenders. [488,43,631,57]
ad-signature: J. E. EVANS, SADDLER, Under the Verandah, Lambton-quay. [666,1621,784,1641]
ad-title: WELLINGTON CITY CHAMBERS, BRANDON-STREET. TO LET, OFFICES OF VARIOUS DIMENSIONS, 30 FEET BY 24 FEET, 34 FEET BY 16 FEET, 30 FEET BY 16 FEET, AND SEVERAL SMALLER ROOMS. APPLY TO [334,2120,471,2214]
ad-signature: S. CARROLL. [431,1832,477,1842]
advertisement [488,1693,631,1786]
article-paragraph: His Honor the Chief Justice said that the ordinary test for negligence was, would the accident have occurred but for the defendant's act or omission of the servants. [182,2214,323,2254]
ad-body: Apply at this office. [801,1712,867,1722]
advertisement [642,870,784,1198]
advertisement [950,902,1099,1077]
prospectus-payment: Payment per share—5s. on application; 10s. on allotment; 10s. on month after allotment; 10s. three months after allotment; 10s. six months after allotment; 10s. nine months after allotment; 10s. twelve months after allotment, and the balance in calls of not more than 10s. each at intervals of not less than three months from the date of the call preceding. [334,1446,477,1538]
ad-signature: C. TRINGHAM, Architect. [544,138,631,148]
article-paragraph: Besides this, the rates on the unoccupied acres have had to be paid, and, for want of roads, without any increase in their value. [334,731,477,761]
article-paragraph: Mr. Macassey was quite prepared to grant the proposition, but thought that Gwynneth's commission was that of a vice-principal. The notice from the Public Works department to Brogden's Dunedin branch should have been circulated. It had been held that where a bank had several branches and a customer had a credit balance at one branch and a debit balance at another, the bank had a right to consolidate the balances, and dishonor a cheque presented if there were not funds sufficient to meet it. This decided a principle which ventured to submit should be applied to the notice. [15,41,171,183]
advertisement [642,205,784,350]
article-paragraph: NOAKANE. [342,1200,385,1210]
ad-signature: R. C. HAMMERTON, Secretary for Stamps. Head Office, Stamp Department, 31st October, 1876. [955,1041,1099,1071]
advertisement [488,357,631,553]
article-paragraph: His Honor the Chief Justice said that he would not say that the degree of knowledge was abandoned, for it might even be deemed to be included in issue 4. [182,765,323,806]
article-paragraph: Mr. Macassey contended as a principle that although there was no negligence on the part of a principal, yet if it were shown that negligence had occurred on the part of a person in the position of vice-principal, it was amply sufficient to fix the principal with the liability, and that although the vice-principal was a perfectly proper person to appoint, Masters would be responsible for appointing any servant negligently, given that damage occurred by reason thereof, and he thought consequently that the dicta of the Judges on the points mentioned were not meant to apply to a vice-principal, and he mentioned this more particularly because he thought their Honors were under the impression that the decision in Allen's case was a decision that a defendant would only be liable for the negligent appointment of a vice-principal. The case of Turner v. G. E. Railway Co., 33 L.J. N.S. 431, was one in which a porter was injured through a fellow-servant, the accident occurring in the unloading of some coal trucks. Another aspect of the case was illustrated in Wargrave v. Mathews, 4 McQ., H. of Lds. 415, where the principle was laid down that a master of dangerous works was bound to take especial care and provide proper safeguards against accident. In "Roberts on Employers," p. 120, the whole law on this subject was collected. It might be contended in the present action that the risk of the plaintiff was only the ordinary risk of a laborer on a railway line, and such being the case, he was not entitled to damages. The precedents of Baron Bramwell, in Betteridge v. G. W. Ry. Co., 3 L. Rep. v. Excheq. 137, and of Mr. Justice Willes, in Holmes v. Worthington, 2 F.F., 533, fully answered the contention, and he would remark that the evidence of railway contractors only was offered as to the danger of running the trucks in front of the engine, and the plaintiff said that he thought there was no danger. [15,602,171,1040]
ad-body: A six-roomed house, out-buildings, and an acre of ground, fronting a well-graded public road, within a quarter-mile of Valentine's Hotel, valued at £650. The balance of the 115 unsold sections are daily being taken up, and when the whole are disposed of, the acre of ground with house above referred to will be given to the successful section holder. Upset price for each section £21, on easy terms. Early application necessary to [642,441,784,553]
ad-signature: Next Standard Office, MAIN-STREET, GREYTOWN. [658,1309,784,1329]
ad-signature: BENJAMIN SMITH & CO., Estate Agents, Lambton-quay. [799,688,939,708]
ad-title: IN THE MATTER OF THE ESTATES OF JOHN ALFRED EDMONDSON AND GEORGE SMITH SILLAR, OF WELLINGTON, BANKRUPTS. [488,1842,629,1905]
article-paragraph: Mr. Travers submitted that the third issue was wrongly found, if the plaintiff was a casual passenger. He would leave the matter in the hands of the Court. [334,387,477,428]
ad-signature: G. R. SIMS, Commander s.s. Agnes. [981,1206,1099,1216]
article-paragraph: His Honor the Chief Justice said that the distinction had been applied in the case of a gamekeeper. [15,520,171,550]
ad-title: SUNDAY TRAINS. [488,1473,577,1485]
wanted-text: WANTED, Board and Residence in a private family by a young gentleman. Address, stating terms, to B., office of this paper. [950,1642,1099,1683]
article-paragraph: Mr. Travers submitted that in any case active personal interference by the defendants, or, if the Court held an action to lie in such a case, by the vice-principal, must be shown. The answer to issue 5a was virtually no finding at all, and as this was the case, a judgment could not be founded upon it. [182,806,323,887]
ad-title: FOR SALE BY TENDER. [795,718,912,730]
ad-title: NEW GOODS ARRIVED BY THE WAIMEA. [642,1504,774,1526]
ad-body: Reduction in the price of Coke. On and after this date the price of Coke will be 25s. in quantities of one ton, or 2s. by the bag of 1 cwt. Tar, 6d. per gallon, or 5d. per gallon in quantities of 50 gallons. [488,1198,631,1248]
ad-dateline: Lambton-quay, November 1, 1876. [516,682,631,692]
article-paragraph: Mr. Justice Johnston held that it was necessary to show that Gwynneth, if he were a principal, would have been liable. There was no evidence to show that Gwynneth was a vice-principal, and if he were the principal he would have been liable. Then there was evidence for a verdict against him? [182,938,323,1020]
ad-title: F. H. WOOD [642,1202,700,1214]
prospectus-bankers: The Bank of New Zealand. [361,1579,450,1589]
ad-signature: J. R. GEORGE, Manager. [546,1251,631,1261]
